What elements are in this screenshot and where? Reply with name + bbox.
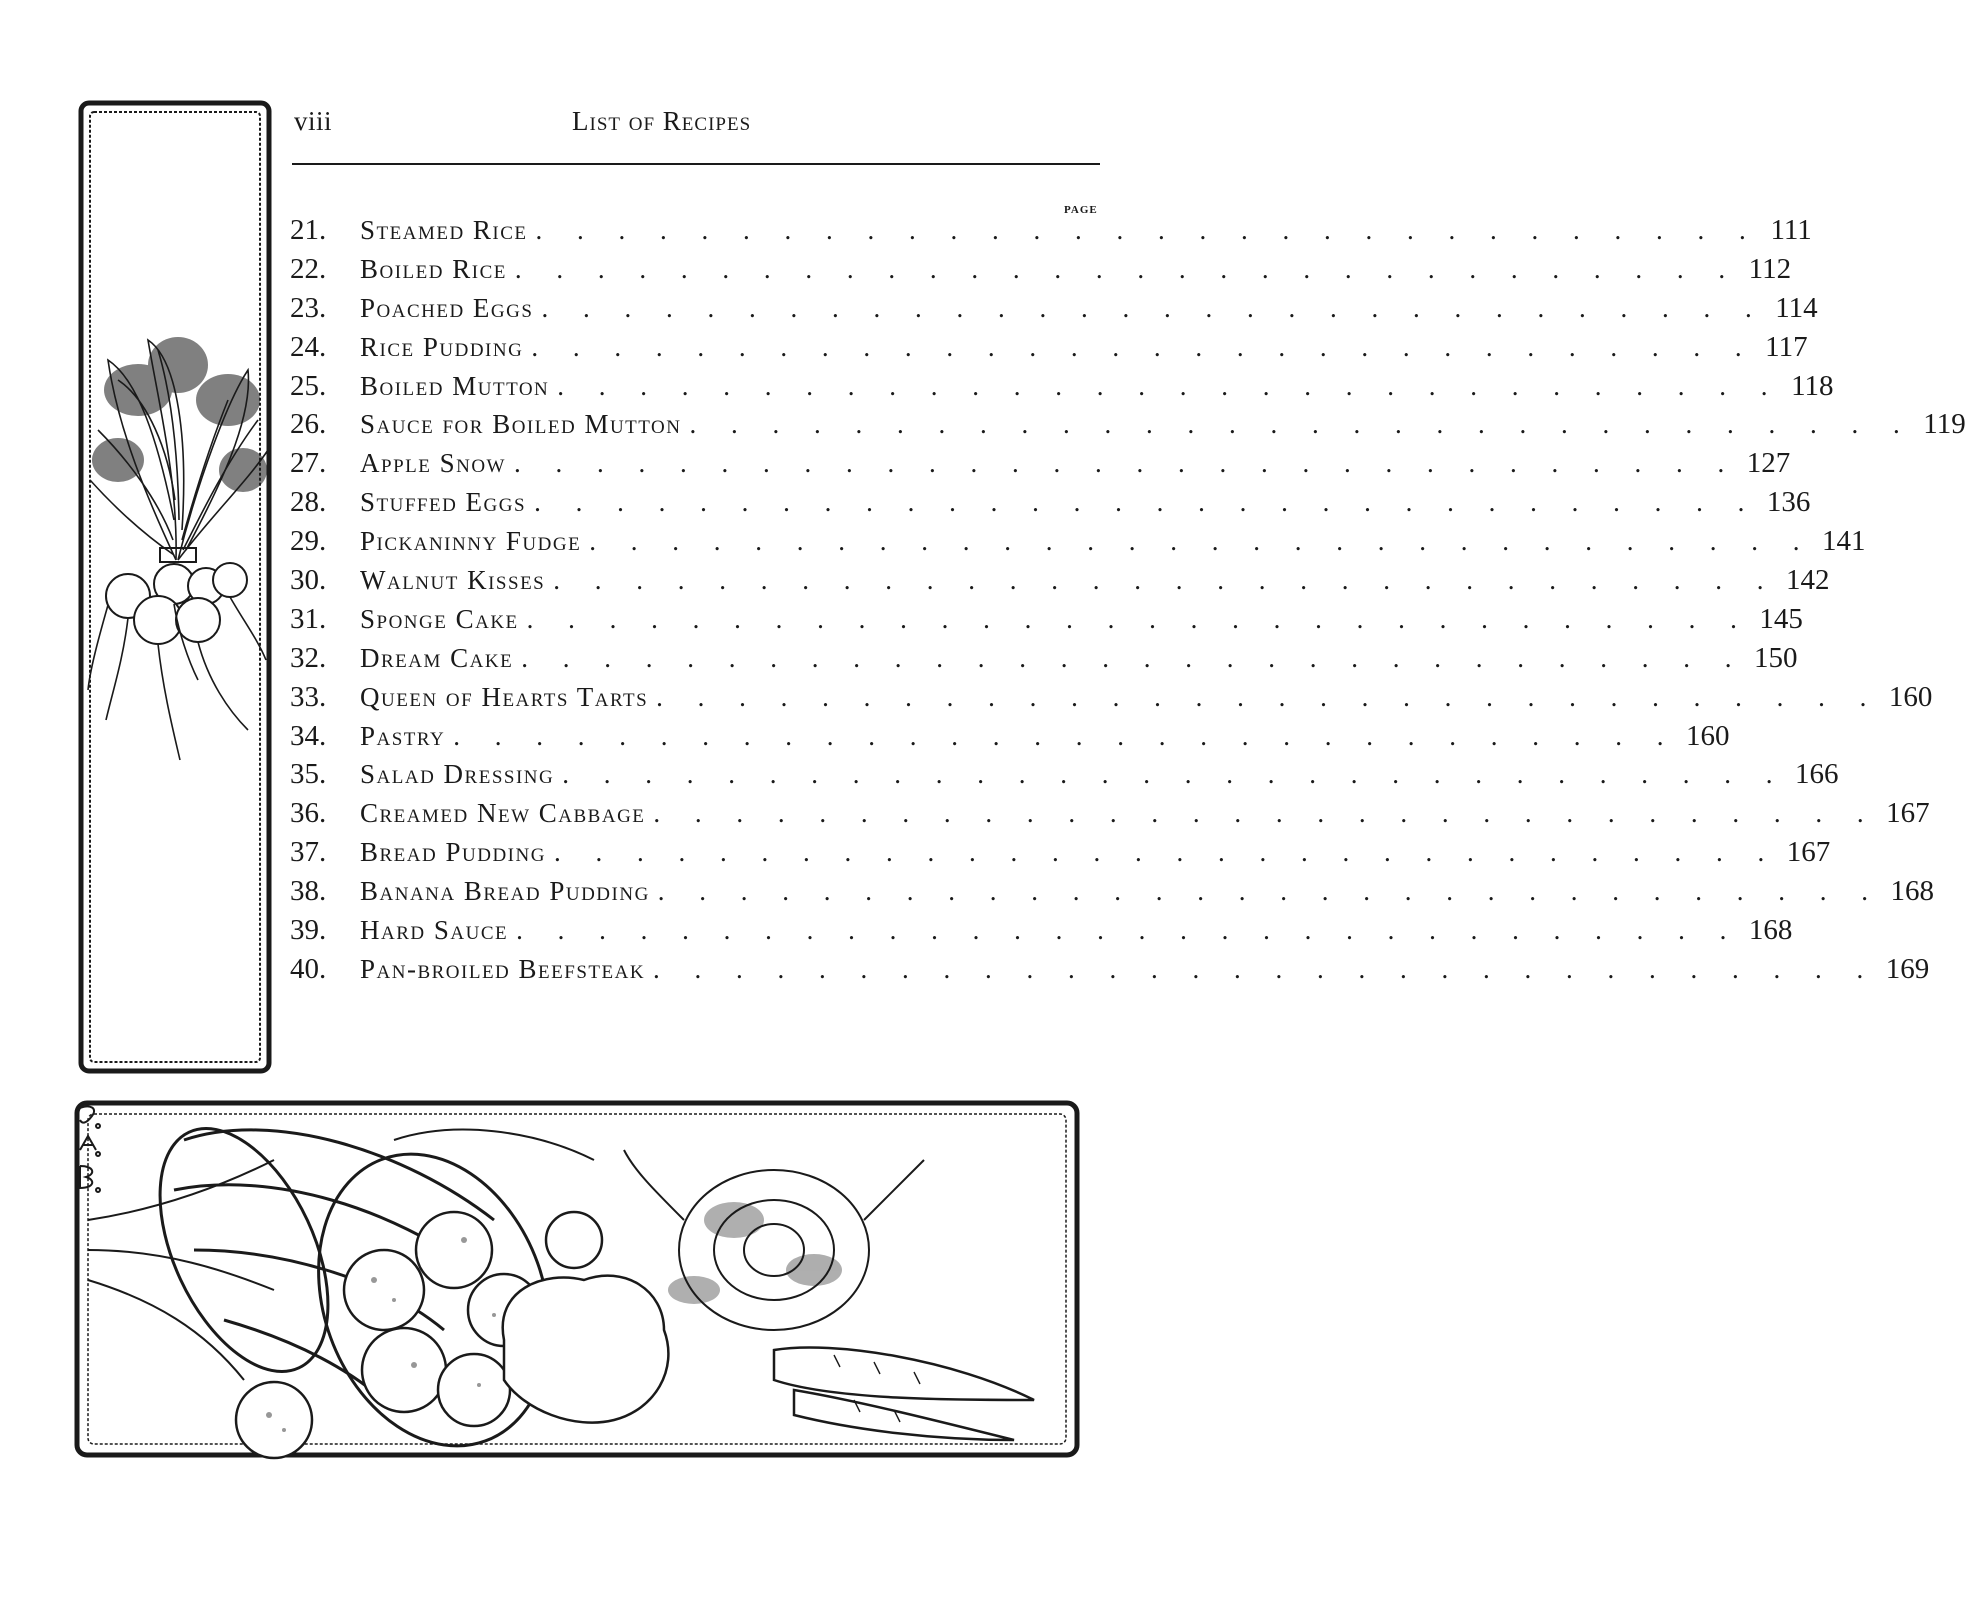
recipe-number: 36. [290,797,327,830]
recipe-row [290,952,1930,992]
recipe-page-number: 166 [1794,758,1839,791]
recipe-row [290,797,1930,836]
recipe-title: Steamed Rice [360,215,528,245]
dot-leader: . . . . . . . . . . . . . . . . . . . . . . . . . . . . . . [516,915,1741,946]
recipe-number: 28. [290,486,327,519]
recipe-title: Rice Pudding [360,331,524,362]
recipe-page-number: 111 [1770,214,1812,246]
recipe-page-number: 160 [1888,680,1933,713]
dot-leader: . . . . . . . . . . . . . . . . . . . . . . . . . . . . . . [653,798,1878,829]
recipe-row [290,291,1818,331]
recipe-number: 30. [290,564,327,597]
dot-leader: . . . . . . . . . . . . . . . . . . . . . . . . . . . . . . [514,448,1739,479]
recipe-page-number: 119 [1923,408,1966,441]
running-head-text: List of Recipes [572,106,752,136]
recipe-title: Hard Sauce [360,915,509,946]
recipe-number: 38. [290,875,327,908]
recipe-page-number: 160 [1686,719,1730,752]
recipe-page-number: 150 [1753,641,1798,674]
recipe-title: Apple Snow [360,448,506,479]
recipe-row [290,369,1834,409]
recipe-list [290,214,1966,992]
recipe-row [290,252,1792,292]
recipe-number: 33. [290,680,327,713]
dot-leader: . . . . . . . . . . . . . . . . . . . . . . . . . . . . . . [534,487,1759,518]
recipe-row [290,836,1831,875]
dot-leader: . . . . . . . . . . . . . . . . . . . . . . . . . . . . . . [553,837,1779,868]
recipe-page-number: 167 [1886,797,1930,830]
dot-leader: . . . . . . . . . . . . . . . . . . . . . . . . . . . . . . [526,603,1751,634]
recipe-title: Boiled Rice [360,253,507,284]
recipe-number: 40. [290,952,327,985]
recipe-number: 31. [290,602,327,635]
radish-border-illustration [78,100,274,1076]
recipe-title: Sauce for Boiled Mutton [360,409,682,440]
recipe-page-number: 167 [1786,836,1831,869]
recipe-page-number: 168 [1748,914,1793,947]
basket-drawing [74,1100,1084,1518]
recipe-title: Sponge Cake [360,603,519,634]
recipe-number: 22. [290,252,327,285]
recipe-number: 32. [290,641,327,674]
recipe-number: 26. [290,408,327,441]
recipe-page-number: 114 [1775,291,1818,324]
recipe-row [290,408,1966,447]
recipe-row [290,758,1839,797]
recipe-title: Dream Cake [360,642,514,673]
recipe-title: Walnut Kisses [360,565,546,596]
recipe-page-number: 142 [1786,564,1830,597]
recipe-number: 29. [290,525,327,558]
radish-drawing [78,100,274,1076]
recipe-row [290,914,1793,953]
recipe-page-number: 127 [1746,447,1791,480]
recipe-number: 27. [290,447,327,480]
recipe-row [290,214,1812,253]
artist-signature [74,1100,104,1200]
recipe-row [290,641,1798,681]
recipe-row [290,602,1803,642]
vegetable-basket-illustration [74,1100,1084,1518]
recipe-title: Stuffed Eggs [360,487,527,518]
recipe-page-number: 168 [1890,875,1935,908]
dot-leader: . . . . . . . . . . . . . . . . . . . . . . . . . . . . . . [653,953,1878,984]
recipe-title: Salad Dressing [360,759,555,790]
recipe-title: Creamed New Cabbage [360,798,646,829]
dot-leader: . . . . . . . . . . . . . . . . . . . . . . . . . . . . . . [657,876,1883,907]
recipe-row [290,719,1730,759]
recipe-number: 37. [290,836,327,869]
recipe-title: Poached Eggs [360,292,534,323]
recipe-row [290,525,1866,564]
recipe-number: 34. [290,719,327,752]
recipe-page-number: 112 [1748,252,1792,285]
dot-leader: . . . . . . . . . . . . . . . . . . . . . . . . . . . . . . [562,759,1787,790]
recipe-number: 39. [290,914,327,947]
recipe-row [290,447,1791,486]
dot-leader: . . . . . . . . . . . . . . . . . . . . . . . . . . . . . . [689,409,1914,440]
recipe-row [290,486,1811,525]
page-column-label: PAGE [1064,204,1098,216]
recipe-title: Boiled Mutton [360,370,550,401]
recipe-title: Pickaninny Fudge [360,526,582,557]
recipe-title: Pan-broiled Beefsteak [360,953,646,984]
recipe-number: 23. [290,291,327,324]
recipe-page-number: 136 [1766,486,1811,519]
recipe-page-number: 141 [1821,525,1866,558]
recipe-number: 35. [290,758,327,791]
recipe-row [290,564,1830,603]
recipe-number: 25. [290,369,327,402]
recipe-row [290,875,1935,914]
page-folio: viii [294,106,333,136]
recipe-title: Queen of Hearts Tarts [360,681,649,712]
recipe-page-number: 169 [1885,952,1930,985]
dot-leader: . . . . . . . . . . . . . . . . . . . . . . . . . . . . . . [541,292,1766,323]
dot-leader: . . . . . . . . . . . . . . . . . . . . . . . . . . . . . . [521,642,1746,673]
recipe-page-number: 145 [1759,602,1803,635]
recipe-title: Pastry [360,720,446,751]
dot-leader: . . . . . . . . . . . . . . . . . . . . . . . . . . . . . . [535,215,1760,245]
recipe-number: 24. [290,330,327,363]
recipe-page-number: 118 [1791,369,1834,402]
recipe-row [290,680,1933,720]
dot-leader: . . . . . . . . . . . . . . . . . . . . . . . . . . . . . . [589,526,1814,557]
recipe-page-number: 117 [1765,330,1808,363]
dot-leader: . . . . . . . . . . . . . . . . . . . . . . . . . . . . . . [656,681,1881,712]
recipe-title: Banana Bread Pudding [360,876,650,907]
header-rule [292,163,1100,165]
dot-leader: . . . . . . . . . . . . . . . . . . . . . . . . . . . . . . [453,720,1678,751]
dot-leader: . . . . . . . . . . . . . . . . . . . . . . . . . . . . . . [514,253,1740,284]
dot-leader: . . . . . . . . . . . . . . . . . . . . . . . . . . . . . . [553,565,1778,596]
recipe-title: Bread Pudding [360,837,546,868]
running-head [572,106,751,137]
recipe-number: 21. [290,214,327,246]
dot-leader: . . . . . . . . . . . . . . . . . . . . . . . . . . . . . . [531,331,1756,362]
dot-leader: . . . . . . . . . . . . . . . . . . . . . . . . . . . . . . [557,370,1782,401]
recipe-row [290,330,1808,370]
